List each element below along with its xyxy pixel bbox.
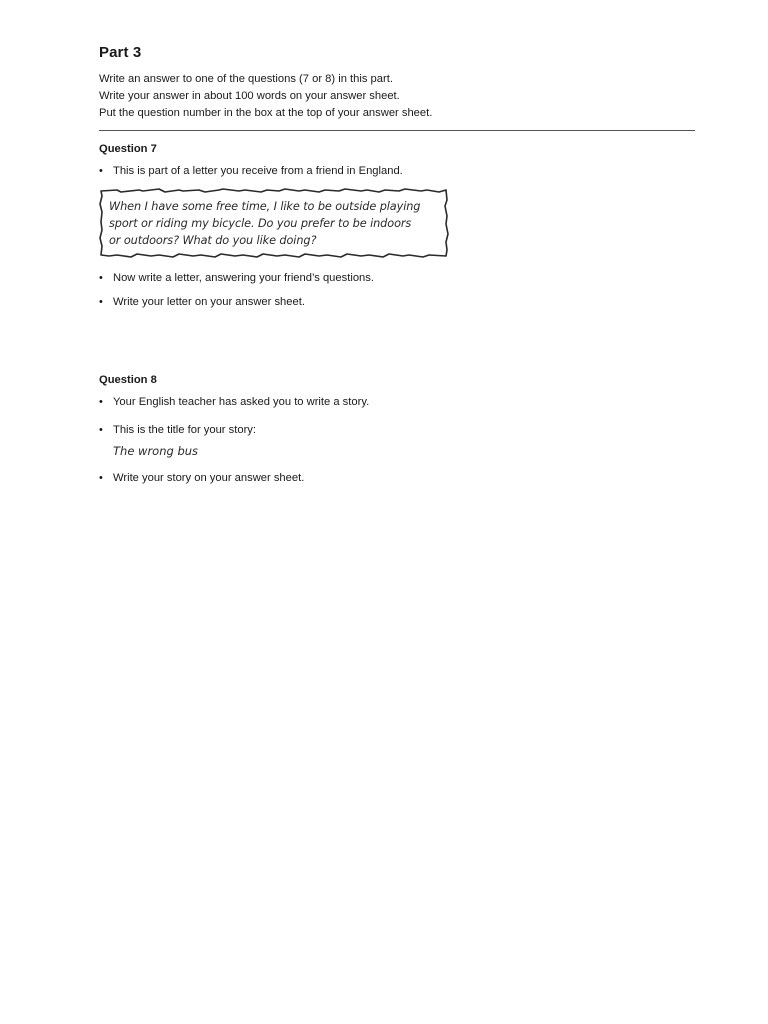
letter-line-2: sport or riding my bicycle. Do you prefer to be indoors xyxy=(109,217,412,230)
question-7-intro xyxy=(99,163,695,179)
question-7-bullet-2 xyxy=(99,294,695,310)
bullet-icon: • xyxy=(99,165,103,177)
question-8-bullet-2-text: This is the title for your story: xyxy=(113,424,256,436)
instruction-line-1 xyxy=(99,71,695,88)
bullet-icon: • xyxy=(99,296,103,308)
letter-line-1: When I have some free time, I like to be outside playing xyxy=(109,200,421,213)
bullet-icon: • xyxy=(99,272,103,284)
exam-page xyxy=(99,44,695,486)
question-8-bullet-3-text: Write your story on your answer sheet. xyxy=(113,472,305,484)
instruction-line-2-text: Write your answer in about 100 words on your answer sheet. xyxy=(99,90,400,102)
question-8-heading: Question 8 xyxy=(99,374,157,386)
instruction-line-3 xyxy=(99,105,695,122)
question-7-bullet-1 xyxy=(99,270,695,286)
bullet-icon: • xyxy=(99,424,103,436)
question-7-intro-text: This is part of a letter you receive from a friend in England. xyxy=(113,165,403,177)
instruction-line-3-text: Put the question number in the box at the top of your answer sheet. xyxy=(99,107,433,119)
story-title: The wrong bus xyxy=(113,444,199,458)
part-title: Part 3 xyxy=(99,44,142,61)
question-8-bullet-1-text: Your English teacher has asked you to write a story. xyxy=(113,396,370,408)
question-8-bullet-1 xyxy=(99,394,695,410)
letter-line-3: or outdoors? What do you like doing? xyxy=(109,234,317,247)
question-8-bullet-3 xyxy=(99,470,695,486)
bullet-icon: • xyxy=(99,396,103,408)
letter-excerpt-box xyxy=(99,188,449,258)
question-7-heading: Question 7 xyxy=(99,143,157,155)
question-8-bullet-2 xyxy=(99,422,695,438)
instruction-line-1-text: Write an answer to one of the questions (7 or 8) in this part. xyxy=(99,73,393,85)
letter-text xyxy=(109,198,443,249)
instruction-line-2 xyxy=(99,88,695,105)
bullet-icon: • xyxy=(99,472,103,484)
question-7-bullet-2-text: Write your letter on your answer sheet. xyxy=(113,296,305,308)
question-7-bullet-1-text: Now write a letter, answering your friend’s questions. xyxy=(113,272,374,284)
